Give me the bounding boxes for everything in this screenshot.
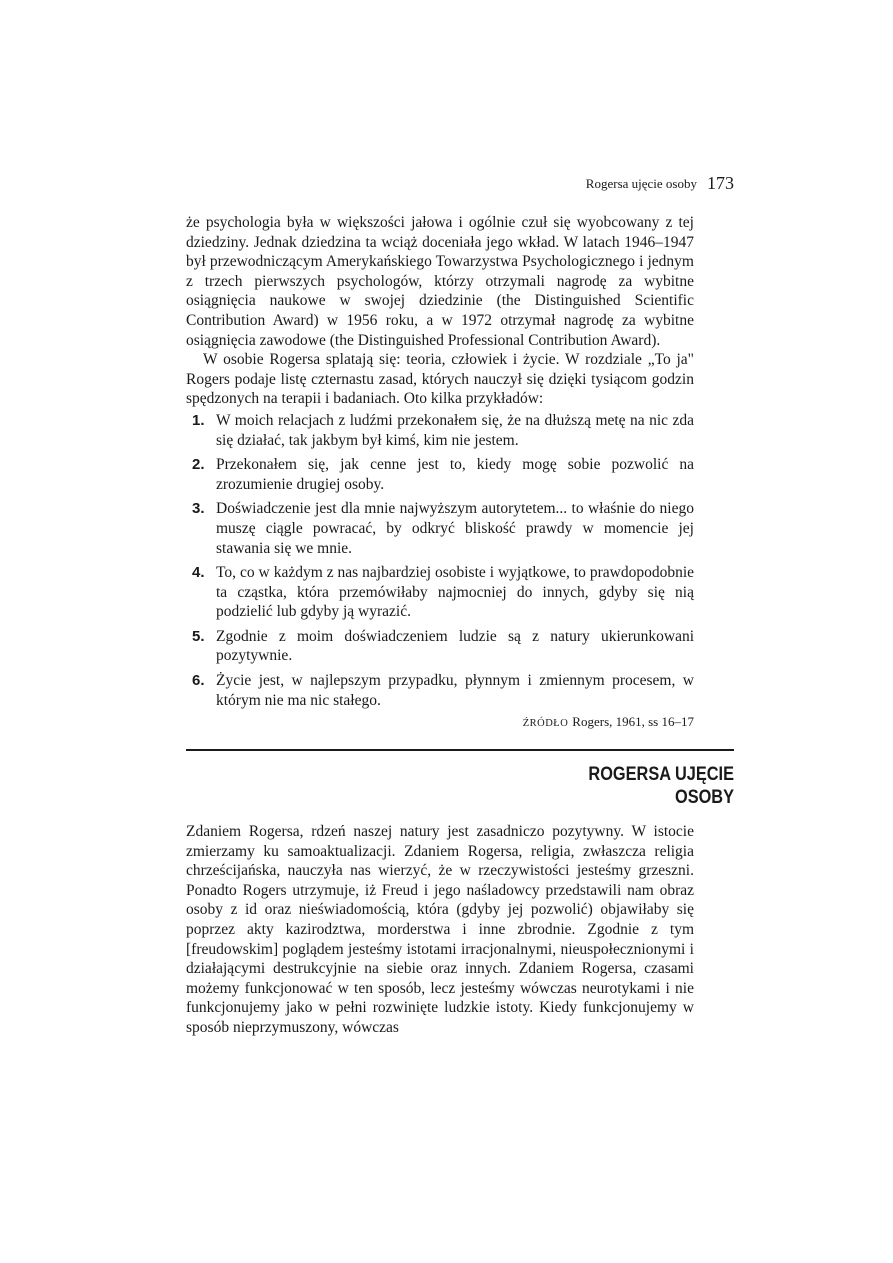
source-label: ŹRÓDŁO bbox=[522, 718, 569, 730]
list-item-number: 4. bbox=[192, 564, 205, 582]
page-number: 173 bbox=[707, 173, 734, 193]
list-item bbox=[186, 499, 694, 558]
list-item-text: Przekonałem się, jak cenne jest to, kiedy mogę sobie pozwolić na zrozumienie drugiej osoby. bbox=[216, 456, 694, 493]
list-item bbox=[186, 627, 694, 666]
section-heading bbox=[263, 763, 734, 809]
boxed-biography-text bbox=[186, 213, 694, 734]
list-item-text: Życie jest, w najlepszym przypadku, płynnym i zmiennym procesem, w którym nie ma nic stałego. bbox=[216, 672, 694, 709]
principles-list bbox=[186, 411, 694, 710]
list-item bbox=[186, 671, 694, 710]
section-body bbox=[186, 822, 694, 1038]
list-item-text: W moich relacjach z ludźmi przekonałem się, że na dłuższą metę na nic zda się działać, tak jakbym był kimś, kim nie jestem. bbox=[216, 411, 694, 449]
list-item-number: 6. bbox=[192, 672, 205, 690]
list-item bbox=[186, 411, 694, 450]
source-reference: Rogers, 1961, ss 16–17 bbox=[572, 714, 694, 730]
running-head-title: Rogersa ujęcie osoby bbox=[585, 176, 697, 191]
section-divider bbox=[186, 749, 734, 751]
list-item-number: 1. bbox=[192, 411, 205, 429]
list-item-text: Zgodnie z moim doświadczeniem ludzie są z natury ukierunkowani pozytywnie. bbox=[216, 627, 694, 665]
list-item-text: Doświadczenie jest dla mnie najwyższym autorytetem... to właśnie do niego muszę ciągle powracać, by odkryć bliskość prawdy w momencie jej stawania się we mnie. bbox=[216, 500, 694, 557]
section-heading-line: ROGERSA UJĘCIE bbox=[588, 764, 734, 785]
list-item-number: 3. bbox=[192, 500, 205, 518]
list-item bbox=[186, 455, 694, 494]
list-item-number: 2. bbox=[192, 456, 205, 474]
body-paragraph: Zdaniem Rogersa, rdzeń naszej natury jest zasadniczo pozytywny. W istocie zmierzamy ku samoaktualizacji. Zdaniem Rogersa, religia, zwłaszcza religia chrześcijańska, nauczyła nas wierzyć, że w rzeczywistości jesteśmy grzeszni. Ponadto Rogers utrzymuje, iż Freud i jego naśladowcy przedstawili nam obraz osoby z id oraz nieświadomością, która (gdyby jej pozwolić) objawiłaby się poprzez akty kazirodztwa, morderstwa i inne zbrodnie. Zgodnie z tym [freudowskim] poglądem jesteśmy istotami irracjonalnymi, nieuspołecznionymi i działającymi destrukcyjnie na siebie oraz innych. Zdaniem Rogersa, czasami możemy funkcjonować w ten sposób, lecz jesteśmy wówczas neurotykami i nie funkcjonujemy jako w pełni rozwinięte ludzkie istoty. Kiedy funkcjonujemy w sposób nieprzymuszony, wówczas bbox=[186, 823, 694, 1036]
list-item bbox=[186, 563, 694, 622]
source-citation bbox=[186, 712, 694, 734]
list-item-text: To, co w każdym z nas najbardziej osobiste i wyjątkowe, to prawdopodobnie ta cząstka, która przemówiłaby najmocniej do innych, gdyby się nią podzielić lub gdyby ją wyrazić. bbox=[216, 564, 694, 621]
running-head bbox=[186, 173, 734, 194]
list-item-number: 5. bbox=[192, 627, 205, 645]
section-heading-line: OSOBY bbox=[674, 787, 734, 808]
boxed-paragraph: że psychologia była w większości jałowa i ogólnie czuł się wyobcowany z tej dziedziny. Jednak dziedzina ta wciąż doceniała jego wkład. W latach 1946–1947 był przewodniczącym Amerykańskiego Towarzystwa Psychologicznego i jednym z trzech pierwszych psychologów, którzy otrzymali nagrodę za wybitne osiągnięcia naukowe w swojej dziedzinie (the Distinguished Scientific Contribution Award) w 1956 roku, a w 1972 otrzymał nagrodę za wybitne osiągnięcia zawodowe (the Distinguished Professional Contribution Award). bbox=[186, 214, 694, 349]
boxed-paragraph: W osobie Rogersa splatają się: teoria, człowiek i życie. W rozdziale „To ja" Rogers podaje listę czternastu zasad, których nauczył się dzięki tysiącom godzin spędzonych na terapii i badaniach. Oto kilka przykładów: bbox=[186, 351, 694, 408]
